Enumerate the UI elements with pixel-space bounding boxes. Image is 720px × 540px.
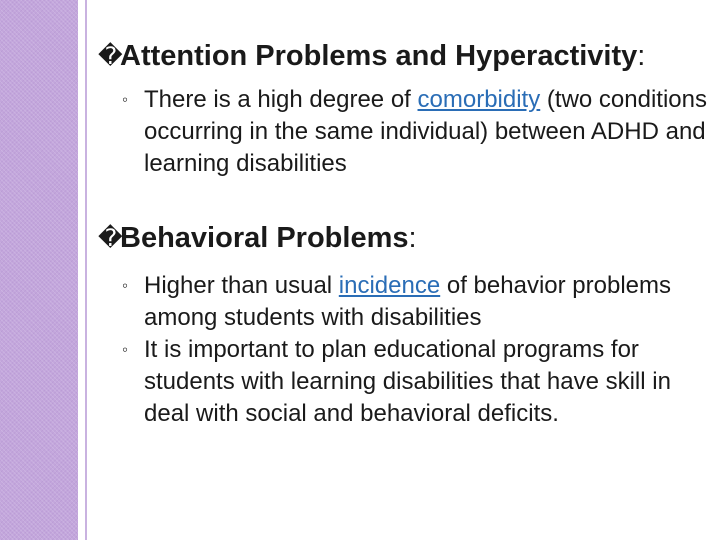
circle-bullet-icon: ◦ xyxy=(122,90,129,109)
item-text-after: (two conditions occurring in the same individual) between ADHD and learning disabilities xyxy=(144,86,707,177)
behavioral-points xyxy=(98,270,710,430)
heading-text: Attention Problems and Hyperactivity xyxy=(120,40,638,72)
heading-colon: : xyxy=(408,222,417,254)
slide-content xyxy=(98,38,710,430)
section-heading-behavioral xyxy=(98,220,710,256)
comorbidity-link[interactable]: comorbidity xyxy=(417,86,541,113)
decorative-sidebar xyxy=(0,0,78,540)
list-item xyxy=(98,84,710,180)
incidence-link[interactable]: incidence xyxy=(338,272,441,299)
circle-bullet-icon: ◦ xyxy=(122,276,129,295)
heading-bullet-icon: � xyxy=(98,224,123,252)
item-text-before: There is a high degree of xyxy=(144,86,418,113)
list-item xyxy=(98,334,710,430)
sidebar-divider xyxy=(85,0,87,540)
item-text-before: Higher than usual xyxy=(144,272,339,299)
heading-bullet-icon: � xyxy=(98,42,123,70)
section-heading-attention xyxy=(98,38,710,74)
item-text-after: of behavior problems among students with disabilities xyxy=(144,272,671,331)
item-text: It is important to plan educational programs for students with learning disabilities that have skill in deal with social and behavioral deficits. xyxy=(144,336,671,427)
heading-text: Behavioral Problems xyxy=(120,222,409,254)
attention-points xyxy=(98,84,710,180)
circle-bullet-icon: ◦ xyxy=(122,340,129,359)
heading-colon: : xyxy=(637,40,646,72)
list-item xyxy=(98,270,710,334)
